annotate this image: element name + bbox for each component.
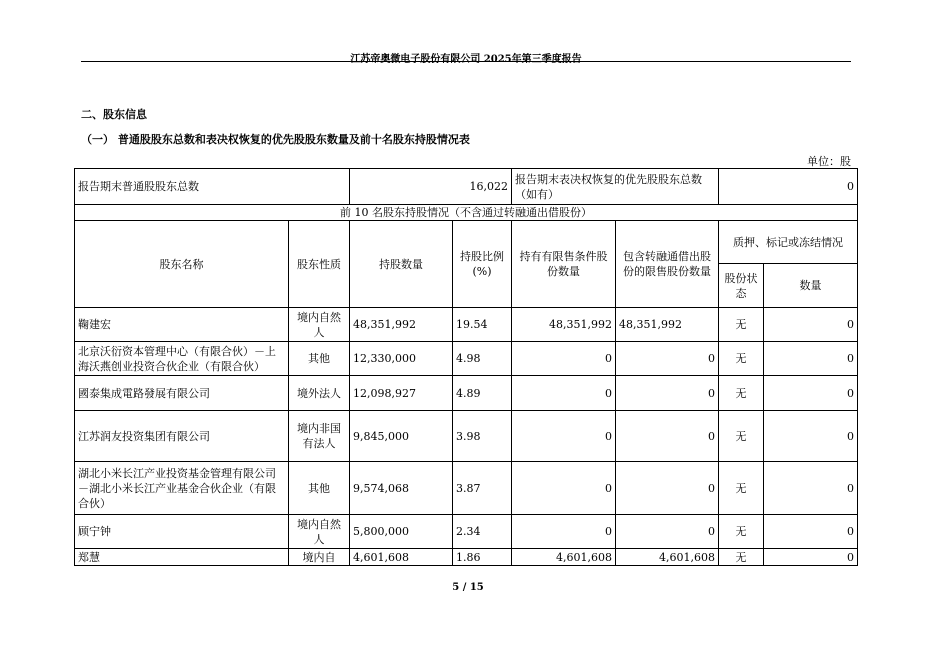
cell-holder-name: 郑慧 [75, 549, 289, 566]
cell-restricted: 0 [512, 376, 616, 411]
summary-row [75, 169, 858, 205]
cell-pledge-status: 无 [719, 549, 764, 566]
caption-row [75, 205, 858, 221]
table-row [75, 462, 858, 515]
col-header-pledge-qty: 数量 [764, 264, 858, 308]
cell-ratio: 19.54 [453, 308, 512, 342]
cell-restricted: 0 [512, 342, 616, 376]
cell-ratio: 4.98 [453, 342, 512, 376]
cell-pledge-status: 无 [719, 462, 764, 515]
preferred-holders-label: 报告期末表决权恢复的优先股股东总数（如有） [512, 169, 719, 205]
cell-pledge-status: 无 [719, 411, 764, 462]
col-header-pledge-group: 质押、标记或冻结情况 [719, 221, 858, 264]
cell-holder-nature: 境外法人 [289, 376, 350, 411]
page-number: 5 / 15 [452, 582, 484, 593]
cell-pledge-qty: 0 [764, 462, 858, 515]
cell-pledge-qty: 0 [764, 342, 858, 376]
cell-holder-name: 鞠建宏 [75, 308, 289, 342]
cell-pledge-status: 无 [719, 515, 764, 549]
cell-ratio: 3.98 [453, 411, 512, 462]
cell-pledge-status: 无 [719, 376, 764, 411]
cell-holder-name: 北京沃衍资本管理中心（有限合伙）－上海沃燕创业投资合伙企业（有限合伙） [75, 342, 289, 376]
cell-pledge-qty: 0 [764, 376, 858, 411]
section-title: 二、股东信息 [81, 108, 147, 121]
page-header: 江苏帝奥微电子股份有限公司 2025年第三季度报告 [350, 54, 582, 65]
col-header-name: 股东名称 [75, 221, 289, 308]
cell-pledge-qty: 0 [764, 515, 858, 549]
common-holders-label: 报告期末普通股股东总数 [75, 169, 350, 205]
cell-restricted: 4,601,608 [512, 549, 616, 566]
cell-pledge-qty: 0 [764, 308, 858, 342]
col-header-restricted: 持有有限售条件股份数量 [512, 221, 616, 308]
table-row [75, 549, 858, 566]
cell-holder-nature: 境内非国有法人 [289, 411, 350, 462]
cell-restricted: 0 [512, 462, 616, 515]
cell-restricted-lending: 48,351,992 [616, 308, 719, 342]
cell-ratio: 2.34 [453, 515, 512, 549]
cell-pledge-status: 无 [719, 342, 764, 376]
cell-ratio: 1.86 [453, 549, 512, 566]
cell-shares: 9,574,068 [350, 462, 453, 515]
cell-holder-nature: 境内自然人 [289, 308, 350, 342]
cell-ratio: 4.89 [453, 376, 512, 411]
cell-ratio: 3.87 [453, 462, 512, 515]
cell-holder-nature: 境内自 [289, 549, 350, 566]
cell-shares: 12,330,000 [350, 342, 453, 376]
cell-pledge-qty: 0 [764, 411, 858, 462]
cell-holder-name: 國泰集成電路發展有限公司 [75, 376, 289, 411]
cell-restricted-lending: 0 [616, 515, 719, 549]
cell-holder-name: 湖北小米长江产业投资基金管理有限公司－湖北小米长江产业基金合伙企业（有限合伙） [75, 462, 289, 515]
table-row [75, 308, 858, 342]
cell-pledge-qty: 0 [764, 549, 858, 566]
cell-holder-name: 江苏润友投资集团有限公司 [75, 411, 289, 462]
cell-restricted-lending: 0 [616, 376, 719, 411]
cell-restricted-lending: 0 [616, 462, 719, 515]
col-header-nature: 股东性质 [289, 221, 350, 308]
preferred-holders-value: 0 [719, 169, 858, 205]
cell-holder-name: 顾宁钟 [75, 515, 289, 549]
header-rule [81, 61, 851, 62]
table-row [75, 411, 858, 462]
cell-shares: 12,098,927 [350, 376, 453, 411]
table-row [75, 342, 858, 376]
table-row [75, 515, 858, 549]
cell-pledge-status: 无 [719, 308, 764, 342]
cell-holder-nature: 其他 [289, 342, 350, 376]
cell-shares: 5,800,000 [350, 515, 453, 549]
top10-caption: 前 10 名股东持股情况（不含通过转融通出借股份） [75, 205, 858, 221]
col-header-pledge-status: 股份状态 [719, 264, 764, 308]
cell-restricted-lending: 0 [616, 411, 719, 462]
common-holders-value: 16,022 [350, 169, 512, 205]
header-row [75, 221, 858, 264]
col-header-ratio: 持股比例(%) [453, 221, 512, 308]
col-header-shares: 持股数量 [350, 221, 453, 308]
cell-holder-nature: 境内自然人 [289, 515, 350, 549]
section-subtitle: （一） 普通股股东总数和表决权恢复的优先股股东数量及前十名股东持股情况表 [81, 133, 470, 146]
shareholder-table [74, 168, 858, 566]
cell-shares: 48,351,992 [350, 308, 453, 342]
cell-shares: 4,601,608 [350, 549, 453, 566]
cell-restricted-lending: 4,601,608 [616, 549, 719, 566]
cell-holder-nature: 其他 [289, 462, 350, 515]
cell-restricted-lending: 0 [616, 342, 719, 376]
col-header-restricted-lending: 包含转融通借出股份的限售股份数量 [616, 221, 719, 308]
cell-restricted: 0 [512, 515, 616, 549]
table-row [75, 376, 858, 411]
cell-restricted: 48,351,992 [512, 308, 616, 342]
cell-shares: 9,845,000 [350, 411, 453, 462]
unit-label: 单位：股 [807, 155, 851, 168]
cell-restricted: 0 [512, 411, 616, 462]
